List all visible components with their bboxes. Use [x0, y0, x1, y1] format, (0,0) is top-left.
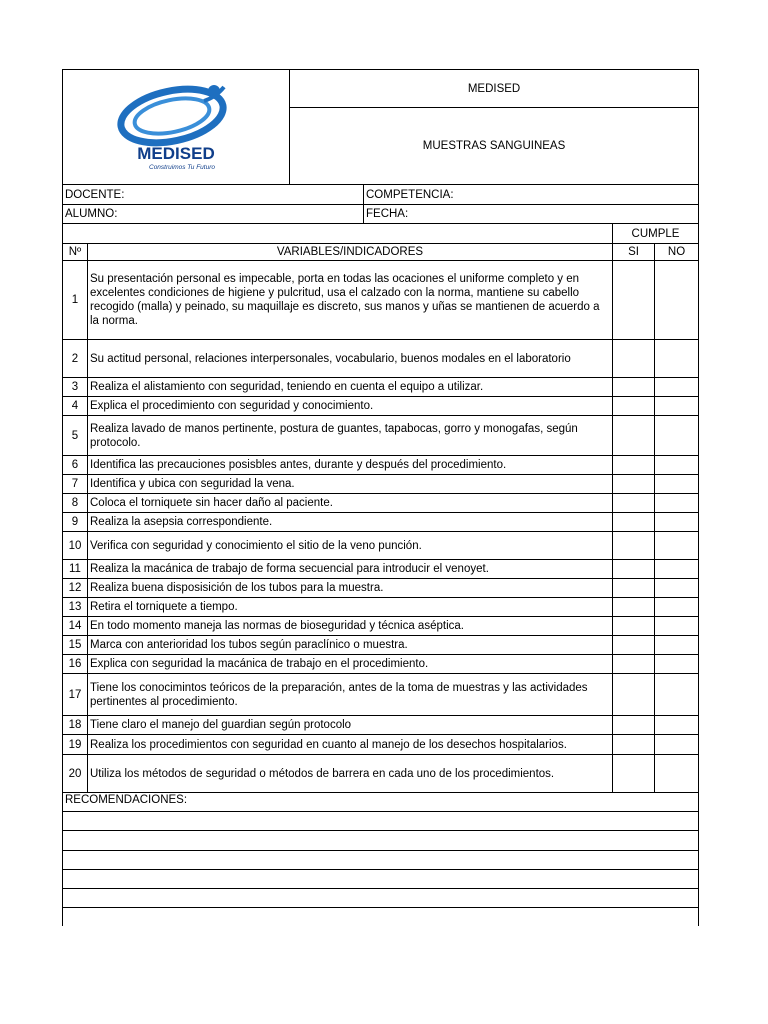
no-checkbox[interactable]: [655, 261, 699, 340]
table-row: [63, 617, 699, 636]
row-indicator: Marca con anterioridad los tubos según paraclínico o muestra.: [88, 636, 613, 655]
no-checkbox[interactable]: [655, 513, 699, 532]
row-indicator: Realiza los procedimientos con seguridad en cuanto al manejo de los desechos hospitalarios.: [88, 735, 613, 755]
table-row: [63, 513, 699, 532]
form-table: [62, 69, 699, 926]
table-row: [63, 340, 699, 378]
row-indicator: Identifica y ubica con seguridad la vena.: [88, 475, 613, 494]
cumple-spacer: [63, 224, 613, 244]
si-checkbox[interactable]: [613, 674, 655, 716]
logo-brand-text: MEDISED: [137, 144, 215, 163]
table-row: [63, 261, 699, 340]
row-indicator: Explica el procedimiento con seguridad y conocimiento.: [88, 397, 613, 416]
row-number: 6: [63, 456, 88, 475]
row-number: 3: [63, 378, 88, 397]
row-number: 11: [63, 560, 88, 579]
competencia-field[interactable]: COMPETENCIA:: [364, 185, 699, 205]
row-indicator: Tiene claro el manejo del guardian según protocolo: [88, 716, 613, 735]
recommendation-line[interactable]: [63, 831, 699, 851]
table-row: [63, 579, 699, 598]
no-checkbox[interactable]: [655, 579, 699, 598]
no-checkbox[interactable]: [655, 636, 699, 655]
si-checkbox[interactable]: [613, 416, 655, 456]
no-checkbox[interactable]: [655, 494, 699, 513]
table-row: [63, 416, 699, 456]
form-title: MUESTRAS SANGUINEAS: [290, 108, 699, 185]
row-number: 4: [63, 397, 88, 416]
row-number: 19: [63, 735, 88, 755]
no-checkbox[interactable]: [655, 735, 699, 755]
no-checkbox[interactable]: [655, 340, 699, 378]
no-checkbox[interactable]: [655, 475, 699, 494]
no-checkbox[interactable]: [655, 378, 699, 397]
org-name: MEDISED: [290, 70, 699, 108]
row-indicator: Su presentación personal es impecable, porta en todas las ocaciones el uniforme completo y en excelentes condiciones de higiene y pulcritud, usa el calzado con la norma, mantiene su cabello recogido (malla) y peinado, su maquillaje es discreto, sus manos y uñas se mantienen de acuerdo a la norma.: [88, 261, 613, 340]
row-number: 14: [63, 617, 88, 636]
table-row: [63, 636, 699, 655]
col-si-header: SI: [613, 244, 655, 261]
row-indicator: Explica con seguridad la macánica de trabajo en el procedimiento.: [88, 655, 613, 674]
recommendation-line[interactable]: [63, 851, 699, 870]
col-variables-header: VARIABLES/INDICADORES: [88, 244, 613, 261]
si-checkbox[interactable]: [613, 655, 655, 674]
si-checkbox[interactable]: [613, 340, 655, 378]
no-checkbox[interactable]: [655, 755, 699, 793]
row-indicator: Realiza la asepsia correspondiente.: [88, 513, 613, 532]
recommendation-line[interactable]: [63, 908, 699, 926]
row-number: 12: [63, 579, 88, 598]
no-checkbox[interactable]: [655, 532, 699, 560]
table-row: [63, 716, 699, 735]
no-checkbox[interactable]: [655, 560, 699, 579]
row-indicator: Su actitud personal, relaciones interpersonales, vocabulario, buenos modales en el laboratorio: [88, 340, 613, 378]
row-number: 1: [63, 261, 88, 340]
si-checkbox[interactable]: [613, 397, 655, 416]
si-checkbox[interactable]: [613, 456, 655, 475]
si-checkbox[interactable]: [613, 735, 655, 755]
row-number: 16: [63, 655, 88, 674]
si-checkbox[interactable]: [613, 579, 655, 598]
row-number: 20: [63, 755, 88, 793]
table-row: [63, 735, 699, 755]
no-checkbox[interactable]: [655, 598, 699, 617]
si-checkbox[interactable]: [613, 755, 655, 793]
table-row: [63, 560, 699, 579]
row-indicator: Realiza la macánica de trabajo de forma secuencial para introducir el venoyet.: [88, 560, 613, 579]
row-number: 13: [63, 598, 88, 617]
table-row: [63, 494, 699, 513]
recommendation-line[interactable]: [63, 812, 699, 831]
row-number: 8: [63, 494, 88, 513]
table-row: [63, 532, 699, 560]
row-indicator: Verifica con seguridad y conocimiento el sitio de la veno punción.: [88, 532, 613, 560]
fecha-field[interactable]: FECHA:: [364, 205, 699, 224]
row-indicator: Coloca el torniquete sin hacer daño al paciente.: [88, 494, 613, 513]
table-row: [63, 598, 699, 617]
si-checkbox[interactable]: [613, 513, 655, 532]
row-indicator: Realiza lavado de manos pertinente, postura de guantes, tapabocas, gorro y monogafas, según protocolo.: [88, 416, 613, 456]
recommendation-line[interactable]: [63, 889, 699, 908]
table-row: [63, 397, 699, 416]
no-checkbox[interactable]: [655, 655, 699, 674]
logo-cell: [63, 70, 290, 185]
row-number: 10: [63, 532, 88, 560]
no-checkbox[interactable]: [655, 456, 699, 475]
row-number: 9: [63, 513, 88, 532]
row-indicator: Tiene los conocimintos teóricos de la preparación, antes de la toma de muestras y las actividades pertinentes al procedimiento.: [88, 674, 613, 716]
row-indicator: Utiliza los métodos de seguridad o métodos de barrera en cada uno de los procedimientos.: [88, 755, 613, 793]
si-checkbox[interactable]: [613, 475, 655, 494]
table-row: [63, 475, 699, 494]
row-number: 18: [63, 716, 88, 735]
recomendaciones-label: RECOMENDACIONES:: [63, 793, 699, 812]
si-checkbox[interactable]: [613, 716, 655, 735]
recommendation-line[interactable]: [63, 870, 699, 889]
row-number: 5: [63, 416, 88, 456]
no-checkbox[interactable]: [655, 617, 699, 636]
si-checkbox[interactable]: [613, 598, 655, 617]
si-checkbox[interactable]: [613, 378, 655, 397]
row-indicator: Identifica las precauciones posisbles antes, durante y después del procedimiento.: [88, 456, 613, 475]
si-checkbox[interactable]: [613, 617, 655, 636]
medised-logo: [108, 79, 244, 171]
table-row: [63, 655, 699, 674]
row-indicator: Realiza buena disposisición de los tubos para la muestra.: [88, 579, 613, 598]
evaluation-form: [62, 69, 698, 926]
no-checkbox[interactable]: [655, 397, 699, 416]
row-number: 2: [63, 340, 88, 378]
col-num-header: Nº: [63, 244, 88, 261]
si-checkbox[interactable]: [613, 261, 655, 340]
docente-field[interactable]: DOCENTE:: [63, 185, 364, 205]
row-indicator: Retira el torniquete a tiempo.: [88, 598, 613, 617]
table-row: [63, 456, 699, 475]
row-number: 15: [63, 636, 88, 655]
row-number: 7: [63, 475, 88, 494]
table-row: [63, 378, 699, 397]
si-checkbox[interactable]: [613, 494, 655, 513]
row-indicator: En todo momento maneja las normas de bioseguridad y técnica aséptica.: [88, 617, 613, 636]
no-checkbox[interactable]: [655, 716, 699, 735]
logo-tagline-text: Construimos Tu Futuro: [149, 164, 215, 171]
table-row: [63, 674, 699, 716]
table-row: [63, 755, 699, 793]
si-checkbox[interactable]: [613, 532, 655, 560]
cumple-header: CUMPLE: [613, 224, 699, 244]
row-indicator: Realiza el alistamiento con seguridad, teniendo en cuenta el equipo a utilizar.: [88, 378, 613, 397]
col-no-header: NO: [655, 244, 699, 261]
alumno-field[interactable]: ALUMNO:: [63, 205, 364, 224]
no-checkbox[interactable]: [655, 416, 699, 456]
no-checkbox[interactable]: [655, 674, 699, 716]
si-checkbox[interactable]: [613, 560, 655, 579]
si-checkbox[interactable]: [613, 636, 655, 655]
row-number: 17: [63, 674, 88, 716]
